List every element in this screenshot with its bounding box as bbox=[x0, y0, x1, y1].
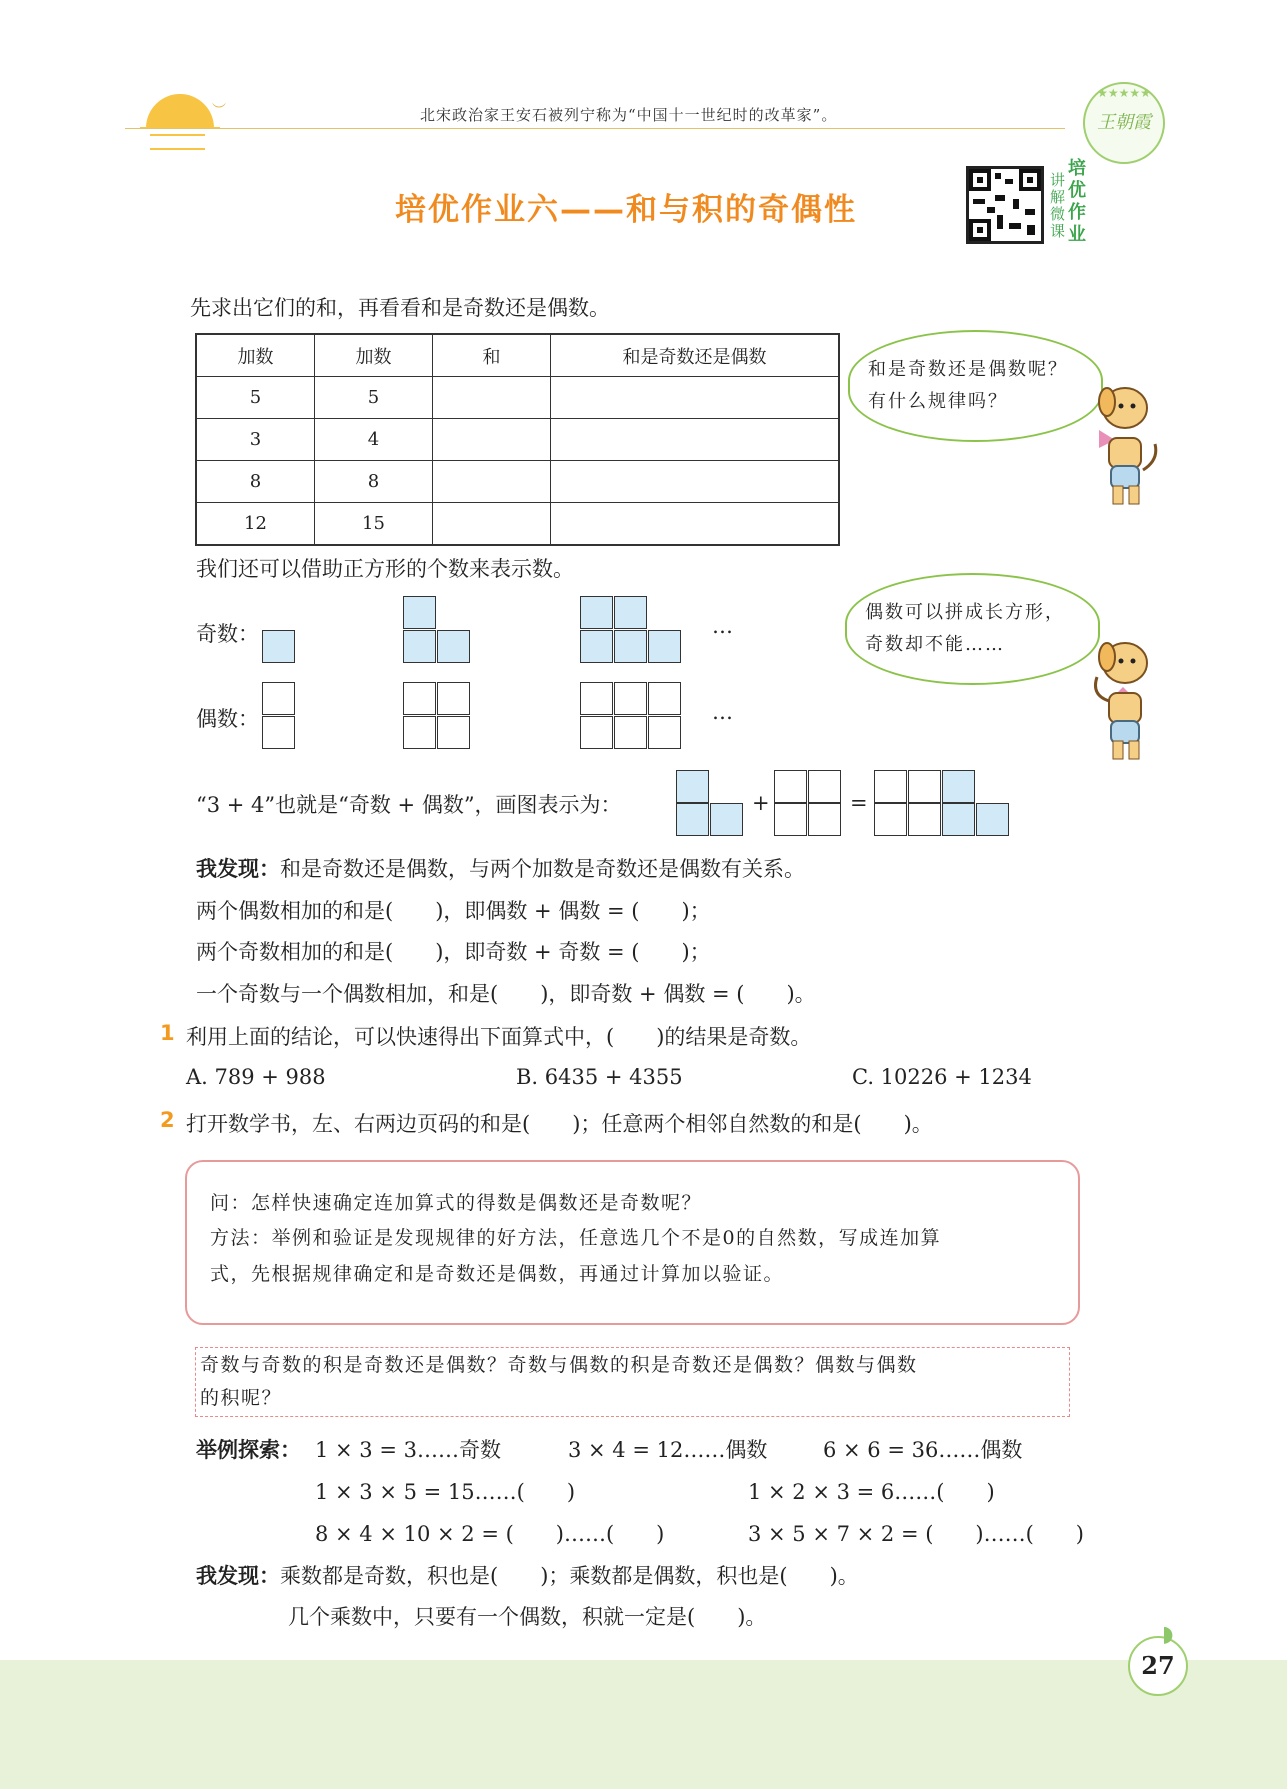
option-c[interactable]: C. 10226 + 1234 bbox=[852, 1065, 1032, 1089]
question-number: 1 bbox=[160, 1021, 175, 1045]
page-title: 培优作业六——和与积的奇偶性 bbox=[395, 192, 857, 228]
bird-icon: ︶ bbox=[212, 103, 226, 119]
odd-square bbox=[403, 596, 436, 629]
odd-square bbox=[580, 630, 613, 663]
odd-square bbox=[403, 630, 436, 663]
even-square bbox=[614, 716, 647, 749]
table-row bbox=[196, 419, 839, 461]
tip-question: 问：怎样快速确定连加算式的得数是偶数还是奇数呢？ bbox=[210, 1192, 703, 1214]
even-square bbox=[614, 682, 647, 715]
even-square bbox=[648, 682, 681, 715]
explore-example[interactable]: 1 × 3 × 5 = 15……( ) bbox=[315, 1480, 576, 1504]
explore-example[interactable]: 8 × 4 × 10 × 2 = ( )……( ) bbox=[315, 1522, 665, 1546]
example-square bbox=[976, 803, 1009, 836]
table-row bbox=[196, 377, 839, 419]
table-cell: 8 bbox=[315, 461, 433, 503]
table-cell: 3 bbox=[196, 419, 315, 461]
odd-square bbox=[614, 596, 647, 629]
example-square bbox=[808, 803, 841, 836]
explore-example: 3 × 4 = 12……偶数 bbox=[568, 1438, 768, 1462]
fill-blank-line[interactable]: 两个奇数相加的和是( )，即奇数 + 奇数 = ( )； bbox=[196, 940, 711, 964]
explore-example[interactable]: 1 × 2 × 3 = 6……( ) bbox=[748, 1480, 995, 1504]
table-cell: 15 bbox=[315, 503, 433, 546]
even-square bbox=[437, 682, 470, 715]
cartoon-dog-icon bbox=[1085, 635, 1165, 769]
table-row bbox=[196, 461, 839, 503]
example-square bbox=[676, 770, 709, 803]
example-square bbox=[774, 803, 807, 836]
plus-sign: + bbox=[752, 791, 770, 815]
odd-label: 奇数： bbox=[196, 622, 259, 646]
table-header-cell: 和 bbox=[433, 334, 551, 377]
example-square bbox=[874, 770, 907, 803]
option-b[interactable]: B. 6435 + 4355 bbox=[516, 1065, 683, 1089]
explore-example[interactable]: 3 × 5 × 7 × 2 = ( )……( ) bbox=[748, 1522, 1084, 1546]
speech-bubble: 偶数可以拼成长方形，奇数却不能…… bbox=[845, 573, 1100, 685]
example-square bbox=[908, 803, 941, 836]
example-square bbox=[710, 803, 743, 836]
horizon-lines bbox=[150, 134, 205, 150]
example-square bbox=[874, 803, 907, 836]
header-quote: 北宋政治家王安石被列宁称为“中国十一世纪时的改革家”。 bbox=[420, 106, 838, 124]
table-header-row bbox=[196, 334, 839, 377]
discover-text: 乘数都是奇数，积也是( )；乘数都是偶数，积也是( )。 bbox=[280, 1564, 859, 1588]
discover-text: 和是奇数还是偶数，与两个加数是奇数还是偶数有关系。 bbox=[280, 857, 805, 881]
qr-code-icon[interactable] bbox=[966, 166, 1044, 244]
qr-caption: 讲解微课 bbox=[1050, 171, 1066, 240]
example-square bbox=[942, 803, 975, 836]
answer-cell[interactable] bbox=[551, 419, 840, 461]
brand-badge bbox=[1083, 82, 1165, 164]
odd-square bbox=[648, 630, 681, 663]
discover-line bbox=[196, 853, 805, 883]
product-question-line1: 奇数与奇数的积是奇数还是偶数？奇数与偶数的积是奇数还是偶数？偶数与偶数 bbox=[200, 1354, 918, 1376]
table-header-cell: 加数 bbox=[196, 334, 315, 377]
sun-decoration bbox=[140, 84, 220, 126]
example-square bbox=[908, 770, 941, 803]
tip-method-line1: 方法：举例和验证是发现规律的好方法，任意选几个不是0的自然数，写成连加算 bbox=[210, 1227, 942, 1249]
example-square bbox=[774, 770, 807, 803]
even-square bbox=[262, 682, 295, 715]
answer-cell[interactable] bbox=[551, 461, 840, 503]
example-line: “3 + 4”也就是“奇数 + 偶数”，画图表示为： bbox=[196, 793, 622, 817]
odd-square bbox=[262, 630, 295, 663]
intro-text: 先求出它们的和，再看看和是奇数还是偶数。 bbox=[190, 296, 610, 320]
even-square bbox=[648, 716, 681, 749]
ellipsis: … bbox=[712, 700, 733, 724]
sum-table bbox=[195, 333, 840, 546]
ellipsis: … bbox=[712, 614, 733, 638]
explore-label: 举例探索： bbox=[196, 1438, 301, 1462]
table-cell: 5 bbox=[196, 377, 315, 419]
discover-line[interactable] bbox=[196, 1560, 859, 1590]
even-square bbox=[580, 682, 613, 715]
discover-label: 我发现： bbox=[196, 1564, 280, 1588]
even-square bbox=[262, 716, 295, 749]
even-square bbox=[403, 682, 436, 715]
table-cell: 4 bbox=[315, 419, 433, 461]
even-square bbox=[437, 716, 470, 749]
table-cell: 8 bbox=[196, 461, 315, 503]
even-square bbox=[403, 716, 436, 749]
question-text[interactable]: 打开数学书，左、右两边页码的和是( )；任意两个相邻自然数的和是( )。 bbox=[186, 1112, 933, 1136]
speech-bubble: 和是奇数还是偶数呢？有什么规律吗？ bbox=[848, 330, 1103, 442]
example-square bbox=[942, 770, 975, 803]
odd-square bbox=[614, 630, 647, 663]
tip-method-line2: 式，先根据规律确定和是奇数还是偶数，再通过计算加以验证。 bbox=[210, 1263, 785, 1285]
example-square bbox=[676, 803, 709, 836]
answer-cell[interactable] bbox=[551, 377, 840, 419]
dolphin-icon: ◗ bbox=[1162, 1622, 1174, 1647]
answer-cell[interactable] bbox=[433, 503, 551, 546]
fill-blank-line[interactable]: 一个奇数与一个偶数相加，和是( )，即奇数 + 偶数 = ( )。 bbox=[196, 982, 816, 1006]
table-header-cell: 加数 bbox=[315, 334, 433, 377]
qr-caption-main: 培优作业 bbox=[1068, 158, 1086, 245]
squares-intro: 我们还可以借助正方形的个数来表示数。 bbox=[196, 557, 574, 581]
discover-label: 我发现： bbox=[196, 857, 280, 881]
odd-square bbox=[580, 596, 613, 629]
fill-blank-line[interactable]: 几个乘数中，只要有一个偶数，积就一定是( )。 bbox=[288, 1605, 767, 1629]
example-square bbox=[808, 770, 841, 803]
page-number: 27 bbox=[1128, 1636, 1188, 1696]
answer-cell[interactable] bbox=[433, 419, 551, 461]
answer-cell[interactable] bbox=[433, 461, 551, 503]
even-square bbox=[580, 716, 613, 749]
product-question-line2: 的积呢？ bbox=[200, 1387, 283, 1409]
equals-sign: = bbox=[850, 791, 868, 815]
explore-example: 6 × 6 = 36……偶数 bbox=[823, 1438, 1023, 1462]
header-rule bbox=[125, 128, 1065, 129]
even-label: 偶数： bbox=[196, 707, 259, 731]
answer-cell[interactable] bbox=[551, 503, 840, 546]
footer-band bbox=[0, 1660, 1287, 1789]
explore-example: 1 × 3 = 3……奇数 bbox=[315, 1438, 501, 1462]
odd-square bbox=[437, 630, 470, 663]
table-cell: 12 bbox=[196, 503, 315, 546]
fill-blank-line[interactable]: 两个偶数相加的和是( )，即偶数 + 偶数 = ( )； bbox=[196, 899, 711, 923]
stars-icon: ★★★★★ bbox=[1097, 86, 1151, 100]
table-row bbox=[196, 503, 839, 546]
cartoon-dog-icon bbox=[1085, 380, 1165, 514]
answer-cell[interactable] bbox=[433, 377, 551, 419]
question-text[interactable]: 利用上面的结论，可以快速得出下面算式中，( )的结果是奇数。 bbox=[186, 1025, 812, 1049]
table-header-cell: 和是奇数还是偶数 bbox=[551, 334, 840, 377]
brand-badge-text: 王朝霞 bbox=[1097, 112, 1151, 133]
question-number: 2 bbox=[160, 1108, 175, 1132]
table-cell: 5 bbox=[315, 377, 433, 419]
option-a[interactable]: A. 789 + 988 bbox=[186, 1065, 326, 1089]
